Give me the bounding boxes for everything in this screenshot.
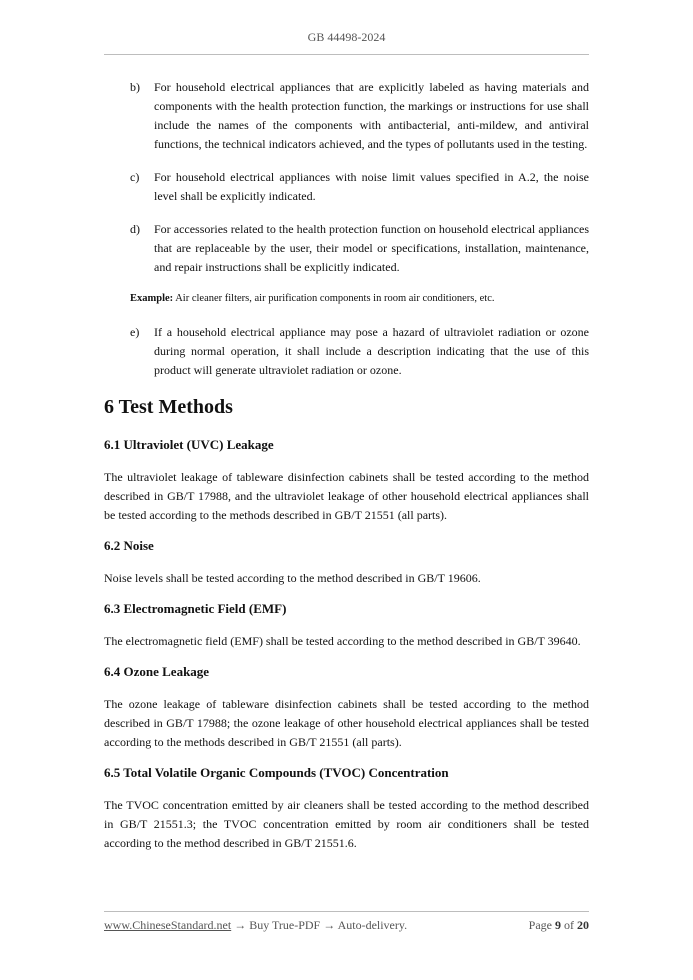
example-note xyxy=(130,291,589,307)
list-marker: e) xyxy=(130,325,140,339)
list-item xyxy=(104,220,589,277)
header-divider xyxy=(104,54,589,55)
subsection-body: The ultraviolet leakage of tableware disinfection cabinets shall be tested according to the method described in GB/T 17988, and the ultraviolet leakage of other household electrical appliances shall be tested according to the methods described in GB/T 21551 (all parts). xyxy=(104,470,589,522)
list-item-text: For household electrical appliances with noise limit values specified in A.2, the noise level shall be explicitly indicated. xyxy=(154,170,589,203)
list-item-text: For household electrical appliances that are explicitly labeled as having materials and components with the health protection function, the markings or instructions for use shall include the names of the components with antibacterial, anti-mildew, and antiviral functions, the technical indicators achieved, and the types of pollutants used in the testing. xyxy=(154,80,589,151)
subsection-body: The ozone leakage of tableware disinfection cabinets shall be tested according to the method described in GB/T 17988; the ozone leakage of other household electrical appliances shall be tested according to the methods described in GB/T 21551 (all parts). xyxy=(104,697,589,749)
subsection-title: 6.1 Ultraviolet (UVC) Leakage xyxy=(104,437,274,452)
subsection-body: Noise levels shall be tested according to the method described in GB/T 19606. xyxy=(104,571,481,585)
list-item xyxy=(104,168,589,206)
list-marker: b) xyxy=(130,80,140,94)
footer-divider xyxy=(104,911,589,912)
list-item-text: If a household electrical appliance may pose a hazard of ultraviolet radiation or ozone during normal operation, it shall include a description indicating that the use of this product will generate ultraviolet radiation or ozone. xyxy=(154,325,589,377)
page-number: Page 9 of 20 xyxy=(528,918,589,932)
subsection-title: 6.3 Electromagnetic Field (EMF) xyxy=(104,601,287,616)
page-content xyxy=(104,78,589,865)
example-text: Air cleaner filters, air purification components in room air conditioners, etc. xyxy=(173,293,495,304)
subsection-title: 6.5 Total Volatile Organic Compounds (TVOC) Concentration xyxy=(104,765,449,780)
subsection-title: 6.4 Ozone Leakage xyxy=(104,664,210,679)
page-header: GB 44498-2024 xyxy=(307,30,386,44)
footer-left xyxy=(104,918,407,933)
site-link[interactable]: www.ChineseStandard.net xyxy=(104,918,232,932)
page-total: 20 xyxy=(577,918,589,932)
list-marker: d) xyxy=(130,222,140,236)
example-label: Example: xyxy=(130,293,174,304)
subsection-body: The electromagnetic field (EMF) shall be tested according to the method described in GB/T 39640. xyxy=(104,634,581,648)
page-footer xyxy=(104,918,589,933)
footer-tagline: → Buy True-PDF → Auto-delivery. xyxy=(231,918,408,932)
list-item xyxy=(104,78,589,154)
list-item xyxy=(104,323,589,380)
section-title: 6 Test Methods xyxy=(104,396,233,418)
page-current: 9 xyxy=(555,918,561,932)
list-marker: c) xyxy=(130,170,140,184)
subsection-title: 6.2 Noise xyxy=(104,538,154,553)
list-item-text: For accessories related to the health protection function on household electrical appliances that are replaceable by the user, their model or specifications, installation, maintenance, and repair instructions shall be explicitly indicated. xyxy=(154,222,589,274)
subsection-body: The TVOC concentration emitted by air cleaners shall be tested according to the method described in GB/T 21551.3; the TVOC concentration emitted by room air conditioners shall be tested according to the method described in GB/T 21551.6. xyxy=(104,798,589,850)
